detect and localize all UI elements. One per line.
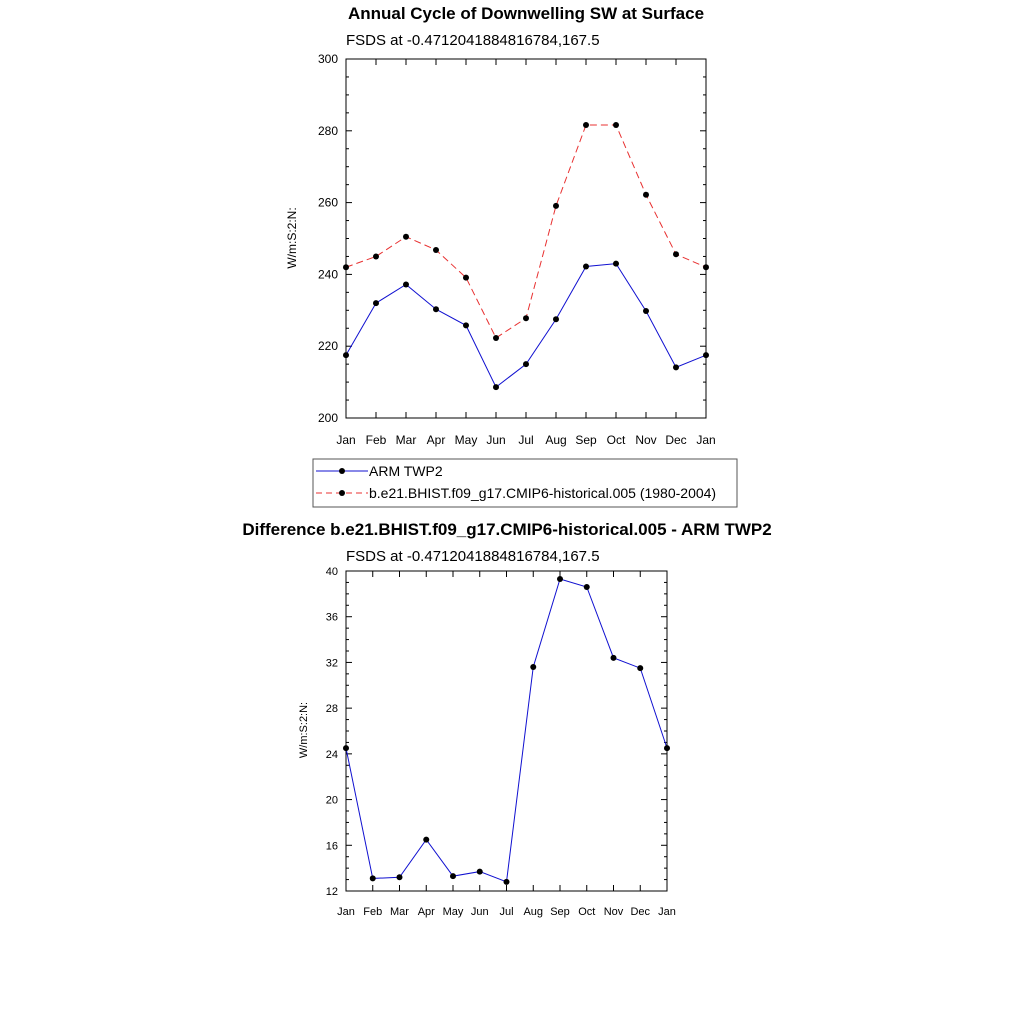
chart2-title: Difference b.e21.BHIST.f09_g17.CMIP6-historical.005 - ARM TWP2 — [242, 520, 772, 539]
series-1-point — [463, 275, 469, 281]
y-tick-label: 24 — [325, 748, 338, 761]
y-tick-label: 40 — [325, 566, 338, 578]
series-line-0 — [346, 579, 667, 882]
series-0-point — [613, 261, 619, 267]
x-tick-label: Dec — [665, 433, 687, 447]
x-tick-label: Jul — [518, 433, 534, 447]
series-0-point — [557, 576, 563, 582]
series-0-point — [523, 361, 529, 367]
x-tick-label: Aug — [523, 906, 544, 918]
y-tick-label: 280 — [317, 123, 338, 138]
chart2-subtitle: FSDS at -0.4712041884816784,167.5 — [346, 548, 600, 565]
chart1-series — [343, 122, 709, 390]
series-1-point — [343, 264, 349, 270]
series-1-point — [643, 192, 649, 198]
difference-chart — [242, 520, 771, 918]
series-0-point — [370, 875, 376, 881]
x-tick-label: Oct — [578, 906, 596, 918]
x-tick-label: Dec — [630, 906, 651, 918]
x-tick-label: Nov — [635, 433, 657, 447]
x-tick-label: Mar — [395, 433, 417, 447]
x-tick-label: Jun — [470, 906, 489, 918]
series-1-point — [493, 335, 499, 341]
series-0-point — [643, 308, 649, 314]
series-1-point — [673, 251, 679, 257]
legend-marker-model — [339, 490, 345, 496]
series-1-point — [703, 264, 709, 270]
x-tick-label: Feb — [365, 433, 387, 447]
annual-cycle-chart — [285, 4, 737, 507]
y-tick-label: 28 — [325, 703, 338, 716]
legend-label-model: b.e21.BHIST.f09_g17.CMIP6-historical.005 (1980-2004) — [369, 485, 717, 501]
y-tick-label: 32 — [325, 657, 338, 670]
x-tick-label: Sep — [575, 433, 597, 447]
x-tick-label: Aug — [545, 433, 567, 447]
series-0-point — [373, 300, 379, 306]
chart1-ticks — [318, 52, 716, 447]
y-tick-label: 260 — [317, 195, 338, 210]
x-tick-label: Jan — [658, 906, 676, 918]
series-line-0 — [346, 264, 706, 387]
series-0-point — [403, 281, 409, 287]
x-tick-label: Jan — [337, 906, 355, 918]
legend-marker-arm — [339, 468, 345, 474]
legend-label-arm: ARM TWP2 — [369, 463, 443, 479]
series-0-point — [343, 745, 349, 751]
chart2-plot-frame — [346, 571, 667, 891]
series-0-point — [703, 352, 709, 358]
x-tick-label: Jun — [486, 433, 506, 447]
series-0-point — [463, 322, 469, 328]
x-tick-label: May — [454, 433, 478, 447]
y-tick-label: 300 — [317, 52, 338, 66]
series-0-point — [553, 316, 559, 322]
x-tick-label: Jan — [336, 433, 356, 447]
series-0-point — [450, 873, 456, 879]
series-1-point — [433, 247, 439, 253]
chart1-subtitle: FSDS at -0.4712041884816784,167.5 — [346, 32, 600, 49]
x-tick-label: Sep — [550, 906, 570, 918]
series-0-point — [504, 879, 510, 885]
series-0-point — [673, 364, 679, 370]
y-tick-label: 20 — [325, 794, 338, 807]
chart2-series — [343, 576, 670, 885]
series-0-point — [493, 384, 499, 390]
x-tick-label: Oct — [606, 433, 626, 447]
series-1-point — [583, 122, 589, 128]
series-0-point — [477, 869, 483, 875]
series-1-point — [613, 122, 619, 128]
x-tick-label: Mar — [390, 906, 409, 918]
series-1-point — [403, 234, 409, 240]
series-0-point — [433, 306, 439, 312]
series-0-point — [584, 584, 590, 590]
y-tick-label: 240 — [317, 267, 338, 282]
x-tick-label: Feb — [363, 906, 383, 918]
series-0-point — [664, 745, 670, 751]
series-0-point — [397, 874, 403, 880]
series-1-point — [373, 253, 379, 259]
x-tick-label: Jan — [696, 433, 716, 447]
chart2-ylabel: W/m:S:2:N: — [298, 701, 310, 759]
x-tick-label: May — [442, 906, 464, 918]
series-0-point — [530, 664, 536, 670]
x-tick-label: Nov — [603, 906, 624, 918]
chart1-title: Annual Cycle of Downwelling SW at Surface — [347, 4, 705, 23]
series-line-1 — [346, 125, 706, 338]
series-1-point — [523, 315, 529, 321]
series-0-point — [423, 837, 429, 843]
y-tick-label: 36 — [325, 611, 338, 624]
x-tick-label: Apr — [426, 433, 446, 447]
x-tick-label: Apr — [417, 906, 435, 918]
series-0-point — [583, 264, 589, 270]
series-1-point — [553, 203, 559, 209]
series-0-point — [611, 655, 617, 661]
chart2-ticks — [326, 566, 676, 918]
series-0-point — [343, 352, 349, 358]
y-tick-label: 16 — [325, 840, 338, 853]
chart1-ylabel: W/m:S:2:N: — [285, 207, 299, 269]
chart1-legend — [313, 459, 737, 507]
x-tick-label: Jul — [499, 906, 514, 918]
y-tick-label: 12 — [325, 886, 338, 898]
series-0-point — [637, 665, 643, 671]
y-tick-label: 200 — [317, 411, 338, 425]
y-tick-label: 220 — [317, 339, 338, 354]
